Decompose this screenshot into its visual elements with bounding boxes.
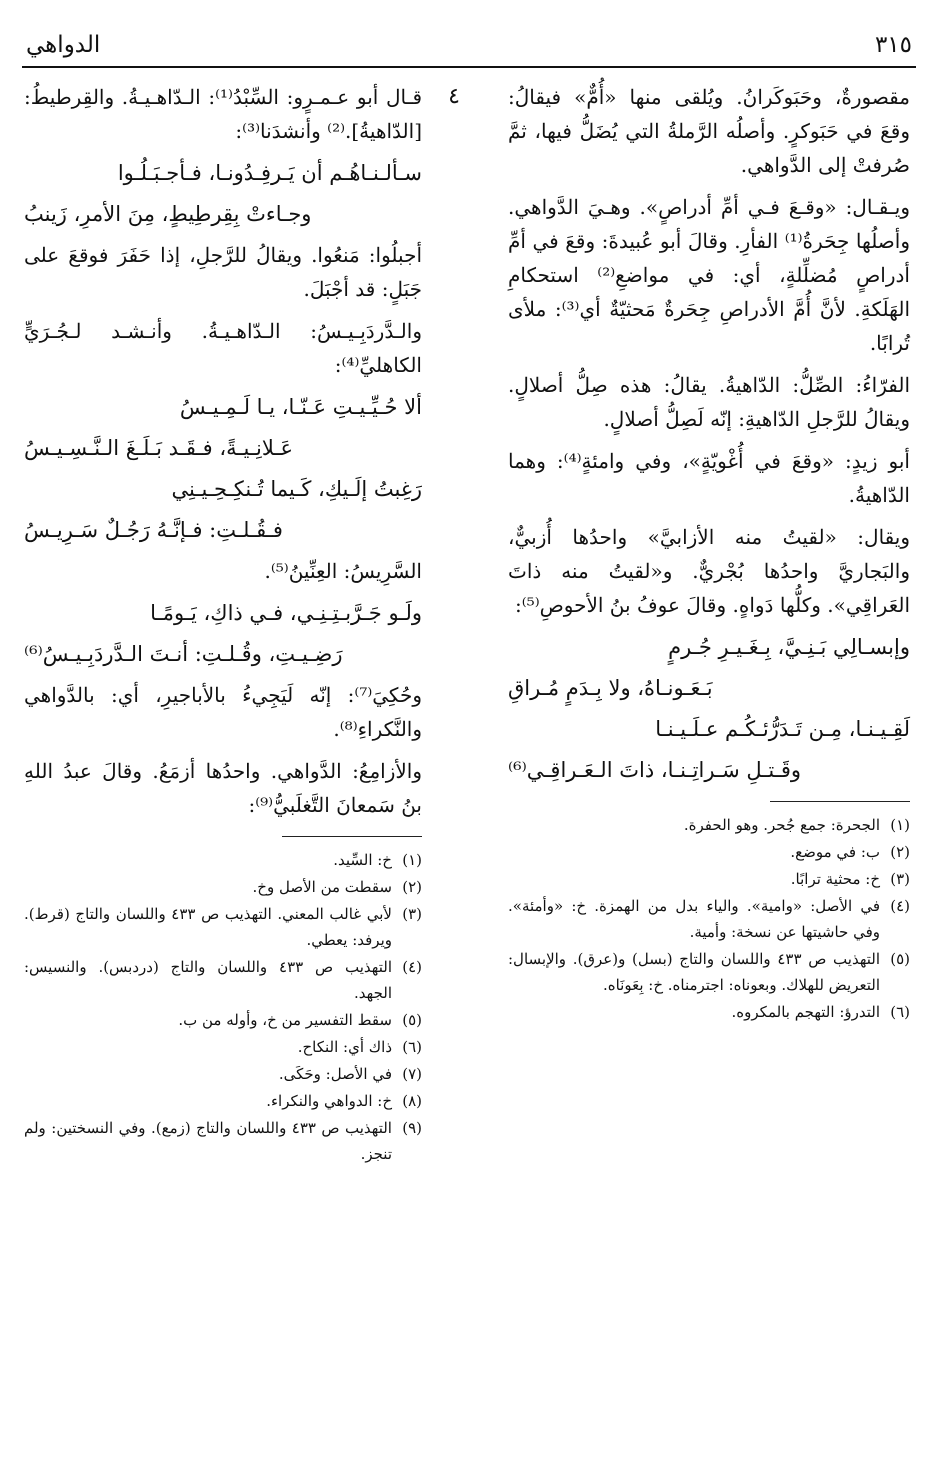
footnote-text: الجحرة: جمع جُحر. وهو الحفرة.	[683, 816, 880, 834]
footnotes	[24, 847, 422, 1167]
verse-hemistich: رَغِبتُ إلَـيكِ، كَـيما تُـنكِـحِـيـنِي	[171, 477, 422, 501]
paragraph: والـدَّردَبِـيـسُ: الـدّاهـيـةُ. وأنـشـد لـجُـرَيٍّ الكاهليِّ⁽⁴⁾:	[24, 319, 422, 377]
verse-hemistich: فـقُـلـتِ: فـإنَّـهُ رَجُـلٌ سَـرِيـسُ	[24, 518, 283, 542]
footnote-number: (٣)	[402, 905, 422, 923]
footnote-number: (٧)	[402, 1065, 422, 1083]
footnote-number: (٩)	[402, 1119, 422, 1137]
footnote	[24, 1034, 422, 1060]
paragraph: والأزامِعُ: الدَّواهي. واحدُها أزمَعُ. وقالَ عبدُ اللهِ بنُ سَمعانَ التَّغلَبيُّ⁽⁹⁾:	[24, 759, 422, 817]
footnote	[24, 1088, 422, 1114]
verse-hemistich: وجـاءتْ بِقِرطِيطٍ، مِنَ الأمرِ، زَينبُ	[24, 202, 312, 226]
paragraph: ويقال: «لقيتُ منه الأزابيَّ» واحدُها أُزبيٌّ، والبَجاريَّ واحدُها بُجْريٌّ. و«لقيتُ منه ذاتَ العَراقِي». وكلُّها دَواهٍ. وقالَ عوفُ بنُ الأحوصِ⁽⁵⁾:	[508, 525, 910, 617]
paragraph: مقصورةٌ، وحَبَوكَرانُ. ويُلقى منها «أُمٌّ» فيقالُ: وقعَ في حَبَوكرٍ. وأصلُه الرَّملةُ التي يُضَلُّ فيها، ثمَّ صُرفتْ إلى الدَّواهي.	[508, 85, 910, 177]
paragraph: الفرّاءُ: الصِّلُّ: الدّاهيةُ. يقالُ: هذه صِلُّ أصلالٍ. ويقالُ للرَّجلِ الدّاهيةِ: إنّه لَصِلُّ أصلالٍ.	[508, 373, 910, 431]
footnote-text: في الأصل: «وامية». والياء بدل من الهمزة. خ: «وأمئة». وفي حاشيتها عن نسخة: وأمية.	[508, 897, 880, 941]
paragraph: ويـقـال: «وقـعَ فـي أمِّ أدراصٍ». وهـيَ الدَّواهي. وأصلُها جِحَرةُ⁽¹⁾ الفأرِ. وقالَ أبو عُبيدةَ: وقعَ في أمِّ أدراصٍ مُضلِّلةٍ، أي: في مواضعِ⁽²⁾ استحكامِ الهَلَكةِ. لأنَّ أُمَّ الأدراصِ جِحَرةٌ مَحثيّةٌ أي⁽³⁾: ملأى تُرابًا.	[508, 195, 911, 355]
footnote-number: (١)	[402, 851, 422, 869]
footnote	[24, 874, 422, 900]
verse-hemistich: بَـعَـونـاهُ، ولا بِـدَمٍ مُـراقِ	[508, 676, 713, 700]
footnote-text: سقط التفسير من خ، وأوله من ب.	[178, 1011, 392, 1029]
footnote-number: (٢)	[402, 878, 422, 896]
running-header	[22, 30, 916, 64]
verse-hemistich: وقَـتـلِ سَـراتِـنـا، ذاتَ الـعَـراقِـي⁽⁶⁾	[508, 758, 802, 782]
footnote	[24, 847, 422, 873]
verse-hemistich: وإبسـالِي بَـنِـيَّ، بِـغَـيـرِ جُـرمٍ	[668, 635, 910, 659]
footnote-text: التدرؤ: التهجم بالمكروه.	[731, 1003, 880, 1021]
footnote-text: التهذيب ص ٤٣٣ واللسان والتاج (بسل) و(عرق). والإبسال: التعريض للهلاك. وبعوناه: اجترمناه. خ: بِعَونَاه.	[508, 950, 880, 994]
verse-hemistich: سـألـنـاهُـم أن يَـرفِـدُونـا، فـأجـبَـلُـوا	[117, 161, 422, 185]
footnote-text: التهذيب ص ٤٣٣ واللسان والتاج (زمع). وفي النسختين: ولم تنجز.	[24, 1119, 392, 1163]
footnote	[24, 1115, 422, 1167]
page-number: ٣١٥	[874, 32, 912, 58]
footnote	[24, 1061, 422, 1087]
footnote-text: التهذيب ص ٤٣٣ واللسان والتاج (دردبس). والنسيس: الجهد.	[24, 958, 392, 1002]
right-column	[508, 80, 910, 1026]
running-title: الدواهي	[26, 32, 101, 58]
footnote-number: (١)	[890, 816, 910, 834]
paragraph: قـال أبو عـمـرٍو: السِّبْدُ⁽¹⁾: الـدّاهـيـةُ. والقِرطيطُ: [الدّاهيةُ].⁽²⁾ وأنشدَنا⁽³⁾:	[24, 85, 423, 143]
footnote-text: في الأصل: وحَكَى.	[278, 1065, 392, 1083]
header-rule	[22, 66, 916, 68]
verse-hemistich: ولَـو جَـرَّبـتِـنِـي، فـي ذاكِ، يَـومًـا	[150, 601, 422, 625]
footnote-rule	[282, 836, 422, 837]
footnote-rule	[770, 801, 910, 802]
footnote-number: (٦)	[890, 1003, 910, 1021]
footnote	[508, 999, 910, 1025]
footnote-number: (٣)	[890, 870, 910, 888]
footnote	[24, 1007, 422, 1033]
margin-number: ٤	[448, 84, 460, 109]
footnote	[24, 954, 422, 1006]
footnote-text: خ: محثية ترابًا.	[790, 870, 880, 888]
footnote	[508, 946, 910, 998]
footnotes	[508, 812, 910, 1025]
footnote	[24, 901, 422, 953]
paragraph: وحُكِيَ⁽⁷⁾: إنّه لَيَجِيءُ بالأباجيرِ، أي: بالدَّواهي والنَّكراءِ⁽⁸⁾.	[24, 683, 422, 741]
verse-hemistich: لَقِـيـنـا، مِـن تَـدَرُّئـكُـم عـلَـيـنـا	[655, 717, 910, 741]
footnote-text: خ: السِّيد.	[333, 851, 392, 869]
footnote	[508, 893, 910, 945]
left-column	[24, 80, 422, 1168]
paragraph: أجبلُوا: مَنعُوا. ويقالُ للرَّجلِ، إذا حَفَرَ فوقعَ على جَبَلٍ: قد أجْبَلَ.	[24, 243, 422, 301]
verse-hemistich: عَـلانِـيـةً، فـقَـد بَـلَـغَ الـنَّـسِـيـسُ	[24, 436, 294, 460]
footnote-text: ذاك أي: النكاح.	[297, 1038, 392, 1056]
verse-hemistich: رَضِـيـتِ، وقُـلـتِ: أنـتَ الـدَّردَبِـيـسُ⁽⁶⁾	[24, 642, 343, 666]
footnote-text: سقطت من الأصل وخ.	[252, 878, 392, 896]
paragraph: أبو زيدٍ: «وقعَ في أُغْويّةٍ»، وفي وامئةٍ⁽⁴⁾: وهما الدّاهيةُ.	[508, 449, 910, 507]
footnote-number: (٤)	[402, 958, 422, 976]
footnote-text: خ: الدواهي والنكراء.	[266, 1092, 392, 1110]
verse-hemistich: ألا حُـيِّـيـتِ عَـنّـا، يـا لَـمِـيـسُ	[179, 395, 422, 419]
footnote-number: (٤)	[890, 897, 910, 915]
paragraph: السَّرِيسُ: العِنِّينُ⁽⁵⁾.	[264, 559, 422, 583]
footnote-text: ب: في موضع.	[790, 843, 880, 861]
footnote-text: لأبي غالب المعني. التهذيب ص ٤٣٣ واللسان والتاج (قرط). ويرفد: يعطي.	[24, 905, 392, 949]
footnote-number: (٢)	[890, 843, 910, 861]
footnote	[508, 812, 910, 838]
footnote	[508, 866, 910, 892]
footnote-number: (٥)	[402, 1011, 422, 1029]
footnote-number: (٥)	[890, 950, 910, 968]
footnote-number: (٦)	[402, 1038, 422, 1056]
footnote	[508, 839, 910, 865]
footnote-number: (٨)	[402, 1092, 422, 1110]
